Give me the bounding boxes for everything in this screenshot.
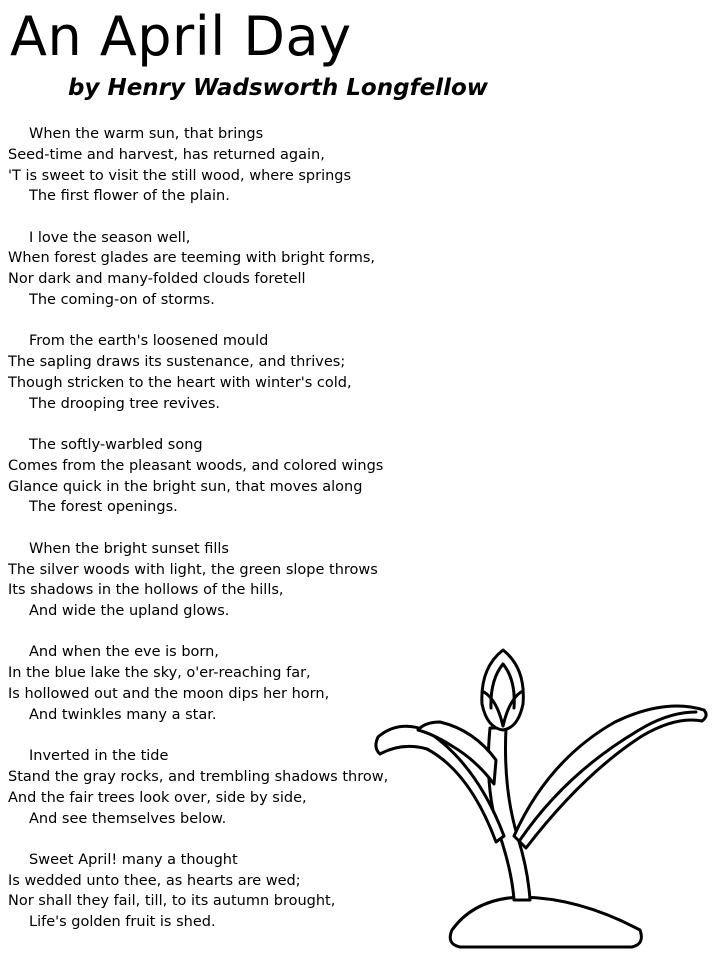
poem-line: Is wedded unto thee, as hearts are wed; [8, 872, 301, 889]
poem-line: The drooping tree revives. [29, 395, 221, 412]
stanza [8, 124, 468, 207]
poem-line: When forest glades are teeming with bright forms, [8, 250, 376, 267]
poem-line: Glance quick in the bright sun, that moves along [8, 478, 363, 495]
poem-line: Life's golden fruit is shed. [29, 914, 216, 931]
poem-line: The first flower of the plain. [29, 188, 230, 205]
poem-line: And twinkles many a star. [29, 706, 217, 723]
poem-line: 'T is sweet to visit the still wood, where springs [8, 167, 352, 184]
right-leaf [514, 706, 706, 848]
stanza [8, 331, 468, 414]
poem-line: Nor shall they fail, till, to its autumn brought, [8, 893, 336, 910]
stanza [8, 228, 468, 311]
poem-line: When the warm sun, that brings [29, 126, 264, 142]
poem-byline: by Henry Wadsworth Longfellow [68, 75, 488, 101]
poem-line: And when the eve is born, [29, 644, 219, 661]
poem-line: Sweet April! many a thought [29, 851, 238, 868]
stanza [8, 539, 468, 622]
poem-line: And wide the upland glows. [29, 603, 230, 620]
poem-line: Its shadows in the hollows of the hills, [8, 582, 284, 599]
stanza [8, 435, 468, 518]
soil-mound [450, 897, 641, 947]
poem-title: An April Day [10, 5, 352, 68]
poem-line: Comes from the pleasant woods, and colored wings [8, 457, 384, 474]
bud-outer [482, 650, 524, 730]
poem-line: When the bright sunset fills [29, 540, 229, 557]
poem-line: The coming-on of storms. [29, 292, 215, 309]
poem-line: I love the season well, [29, 229, 191, 246]
poem-line: The silver woods with light, the green slope throws [8, 561, 378, 578]
poem-line: In the blue lake the sky, o'er-reaching far, [8, 665, 311, 682]
poem-line: And the fair trees look over, side by side, [8, 789, 307, 806]
poem-line: Seed-time and harvest, has returned again, [8, 146, 325, 163]
poem-line: Nor dark and many-folded clouds foretell [8, 271, 306, 288]
poem-line: From the earth's loosened mould [29, 333, 269, 350]
poem-line: The forest openings. [29, 499, 178, 516]
poem-line: Stand the gray rocks, and trembling shadows throw, [8, 768, 389, 785]
poem-line: Is hollowed out and the moon dips her horn, [8, 686, 330, 703]
poem-line: The softly-warbled song [29, 437, 203, 454]
poem-line: Though stricken to the heart with winter's cold, [8, 374, 352, 391]
poem-line: Inverted in the tide [29, 748, 169, 765]
poem-line: And see themselves below. [29, 810, 227, 827]
poem-line: The sapling draws its sustenance, and thrives; [8, 354, 346, 371]
tulip-sprout-icon [360, 640, 720, 960]
left-leaf [376, 726, 504, 842]
